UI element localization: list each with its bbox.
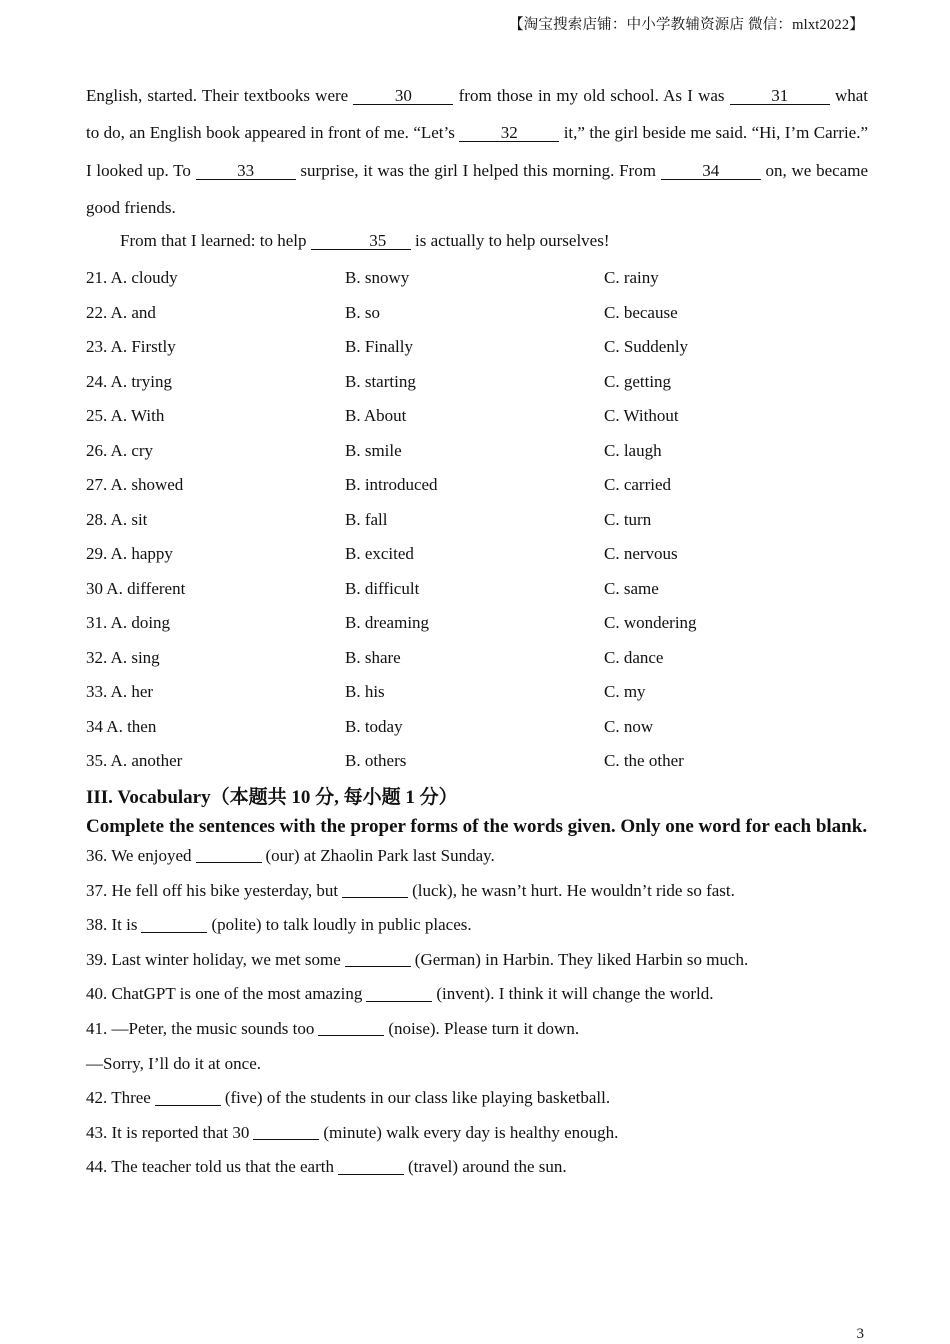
- passage-paragraph: [86, 77, 868, 226]
- question-text: —Sorry, I’ll do it at once.: [86, 1053, 261, 1073]
- option-c: C. getting: [604, 371, 672, 391]
- option-a: 34 A. then: [86, 716, 157, 736]
- answer-blank[interactable]: [155, 1091, 221, 1106]
- option-b: B. introduced: [345, 475, 438, 495]
- vocab-question: [86, 942, 868, 977]
- page-number: 3: [856, 1326, 864, 1342]
- option-b: B. so: [345, 302, 380, 322]
- option-c: C. rainy: [604, 268, 659, 288]
- option-row: [86, 675, 868, 710]
- option-row: [86, 468, 868, 503]
- option-c: C. because: [604, 302, 678, 322]
- option-a: 31. A. doing: [86, 613, 171, 633]
- option-a: 24. A. trying: [86, 371, 172, 391]
- question-text: 37. He fell off his bike yesterday, but: [86, 880, 339, 900]
- vocab-question: [86, 1012, 868, 1047]
- passage-text: is actually to help ourselves!: [410, 231, 610, 251]
- vocab-question: [86, 1081, 868, 1116]
- answer-blank[interactable]: [366, 987, 432, 1002]
- question-text: 44. The teacher told us that the earth: [86, 1157, 334, 1177]
- blank-30: 30: [353, 87, 453, 105]
- option-a: 22. A. and: [86, 302, 156, 322]
- option-b: B. share: [345, 647, 401, 667]
- section-title: III. Vocabulary（本题共 10 分, 每小题 1 分）: [86, 786, 458, 808]
- option-row: [86, 710, 868, 745]
- question-text: 36. We enjoyed: [86, 845, 192, 865]
- vocab-question: [86, 908, 868, 943]
- vocab-question: [86, 1150, 868, 1185]
- option-a: 32. A. sing: [86, 647, 160, 667]
- blank-34: 34: [661, 162, 761, 180]
- option-row: [86, 572, 868, 607]
- option-c: C. the other: [604, 751, 684, 771]
- option-b: B. excited: [345, 544, 414, 564]
- blank-32: 32: [459, 124, 559, 142]
- passage-text: on, we became good friends.: [86, 160, 868, 217]
- option-b: B. Finally: [345, 337, 414, 357]
- question-hint: (our) at Zhaolin Park last Sunday.: [265, 845, 495, 865]
- passage-text: English, started. Their textbooks were: [86, 86, 354, 105]
- option-b: B. snowy: [345, 268, 410, 288]
- option-row: [86, 503, 868, 538]
- passage-text: what to do, an English book appeared in front of me. “Let’s: [86, 86, 868, 143]
- question-text: 41. —Peter, the music sounds too: [86, 1018, 315, 1038]
- option-b: B. others: [345, 751, 407, 771]
- option-a: 25. A. With: [86, 406, 165, 426]
- option-a: 26. A. cry: [86, 440, 154, 460]
- option-a: 27. A. showed: [86, 475, 184, 495]
- question-hint: (German) in Harbin. They liked Harbin so much.: [414, 949, 749, 969]
- option-a: 33. A. her: [86, 682, 154, 702]
- question-hint: (minute) walk every day is healthy enough.: [323, 1122, 619, 1142]
- option-c: C. wondering: [604, 613, 697, 633]
- option-b: B. dreaming: [345, 613, 430, 633]
- question-hint: (polite) to talk loudly in public places.: [211, 915, 472, 935]
- option-c: C. carried: [604, 475, 672, 495]
- answer-blank[interactable]: [338, 1160, 404, 1175]
- blank-33: 33: [196, 162, 296, 180]
- passage-text: it,” the girl beside me said. “Hi, I’m Carrie.” I looked up. To: [86, 123, 869, 180]
- option-a: 23. A. Firstly: [86, 337, 176, 357]
- question-text: 43. It is reported that 30: [86, 1122, 250, 1142]
- question-hint: (invent). I think it will change the world.: [436, 984, 714, 1004]
- option-b: B. smile: [345, 440, 402, 460]
- option-c: C. turn: [604, 509, 652, 529]
- vocab-question: [86, 839, 868, 874]
- question-text: 39. Last winter holiday, we met some: [86, 949, 341, 969]
- option-c: C. Without: [604, 406, 679, 426]
- options-list: [86, 261, 868, 779]
- option-row: [86, 606, 868, 641]
- option-b: B. fall: [345, 509, 388, 529]
- option-a: 28. A. sit: [86, 509, 148, 529]
- option-b: B. his: [345, 682, 385, 702]
- option-c: C. dance: [604, 647, 664, 667]
- option-row: [86, 537, 868, 572]
- option-b: B. starting: [345, 371, 416, 391]
- answer-blank[interactable]: [318, 1021, 384, 1036]
- option-row: [86, 399, 868, 434]
- answer-blank[interactable]: [253, 1125, 319, 1140]
- option-row: [86, 261, 868, 296]
- page-content: [86, 77, 868, 1185]
- passage-conclusion: [86, 226, 868, 256]
- option-c: C. now: [604, 716, 654, 736]
- option-b: B. today: [345, 716, 403, 736]
- vocab-question: [86, 977, 868, 1012]
- page-header: 【淘宝搜索店铺：中小学教辅资源店 微信：mlxt2022】: [508, 17, 864, 33]
- questions-list: [86, 839, 868, 1185]
- option-c: C. my: [604, 682, 646, 702]
- question-text: 42. Three: [86, 1088, 151, 1108]
- passage-text: From that I learned: to help: [120, 231, 311, 251]
- question-text: 38. It is: [86, 915, 138, 935]
- vocab-question: [86, 873, 868, 908]
- answer-blank[interactable]: [196, 848, 262, 863]
- option-c: C. laugh: [604, 440, 662, 460]
- option-row: [86, 641, 868, 676]
- blank-35: 35: [311, 232, 411, 250]
- passage-text: surprise, it was the girl I helped this morning. From: [295, 160, 661, 180]
- question-hint: (five) of the students in our class like playing basketball.: [224, 1088, 611, 1108]
- question-hint: (noise). Please turn it down.: [388, 1018, 580, 1038]
- option-b: B. About: [345, 406, 407, 426]
- question-hint: (luck), he wasn’t hurt. He wouldn’t ride so fast.: [412, 880, 735, 900]
- answer-blank[interactable]: [342, 883, 408, 898]
- section-instruction: Complete the sentences with the proper forms of the words given. Only one word for each blank.: [86, 815, 868, 837]
- option-row: [86, 744, 868, 779]
- option-c: C. Suddenly: [604, 337, 689, 357]
- answer-blank[interactable]: [345, 952, 411, 967]
- vocab-question: [86, 1046, 868, 1081]
- passage-text: from those in my old school. As I was: [453, 86, 730, 105]
- vocab-question: [86, 1115, 868, 1150]
- option-c: C. same: [604, 578, 659, 598]
- option-row: [86, 365, 868, 400]
- option-a: 35. A. another: [86, 751, 183, 771]
- option-row: [86, 296, 868, 331]
- option-c: C. nervous: [604, 544, 678, 564]
- option-a: 30 A. different: [86, 578, 186, 598]
- option-row: [86, 330, 868, 365]
- option-row: [86, 434, 868, 469]
- question-hint: (travel) around the sun.: [408, 1157, 567, 1177]
- option-b: B. difficult: [345, 578, 420, 598]
- question-text: 40. ChatGPT is one of the most amazing: [86, 984, 363, 1004]
- blank-31: 31: [730, 87, 830, 105]
- answer-blank[interactable]: [141, 918, 207, 933]
- option-a: 21. A. cloudy: [86, 268, 178, 288]
- option-a: 29. A. happy: [86, 544, 173, 564]
